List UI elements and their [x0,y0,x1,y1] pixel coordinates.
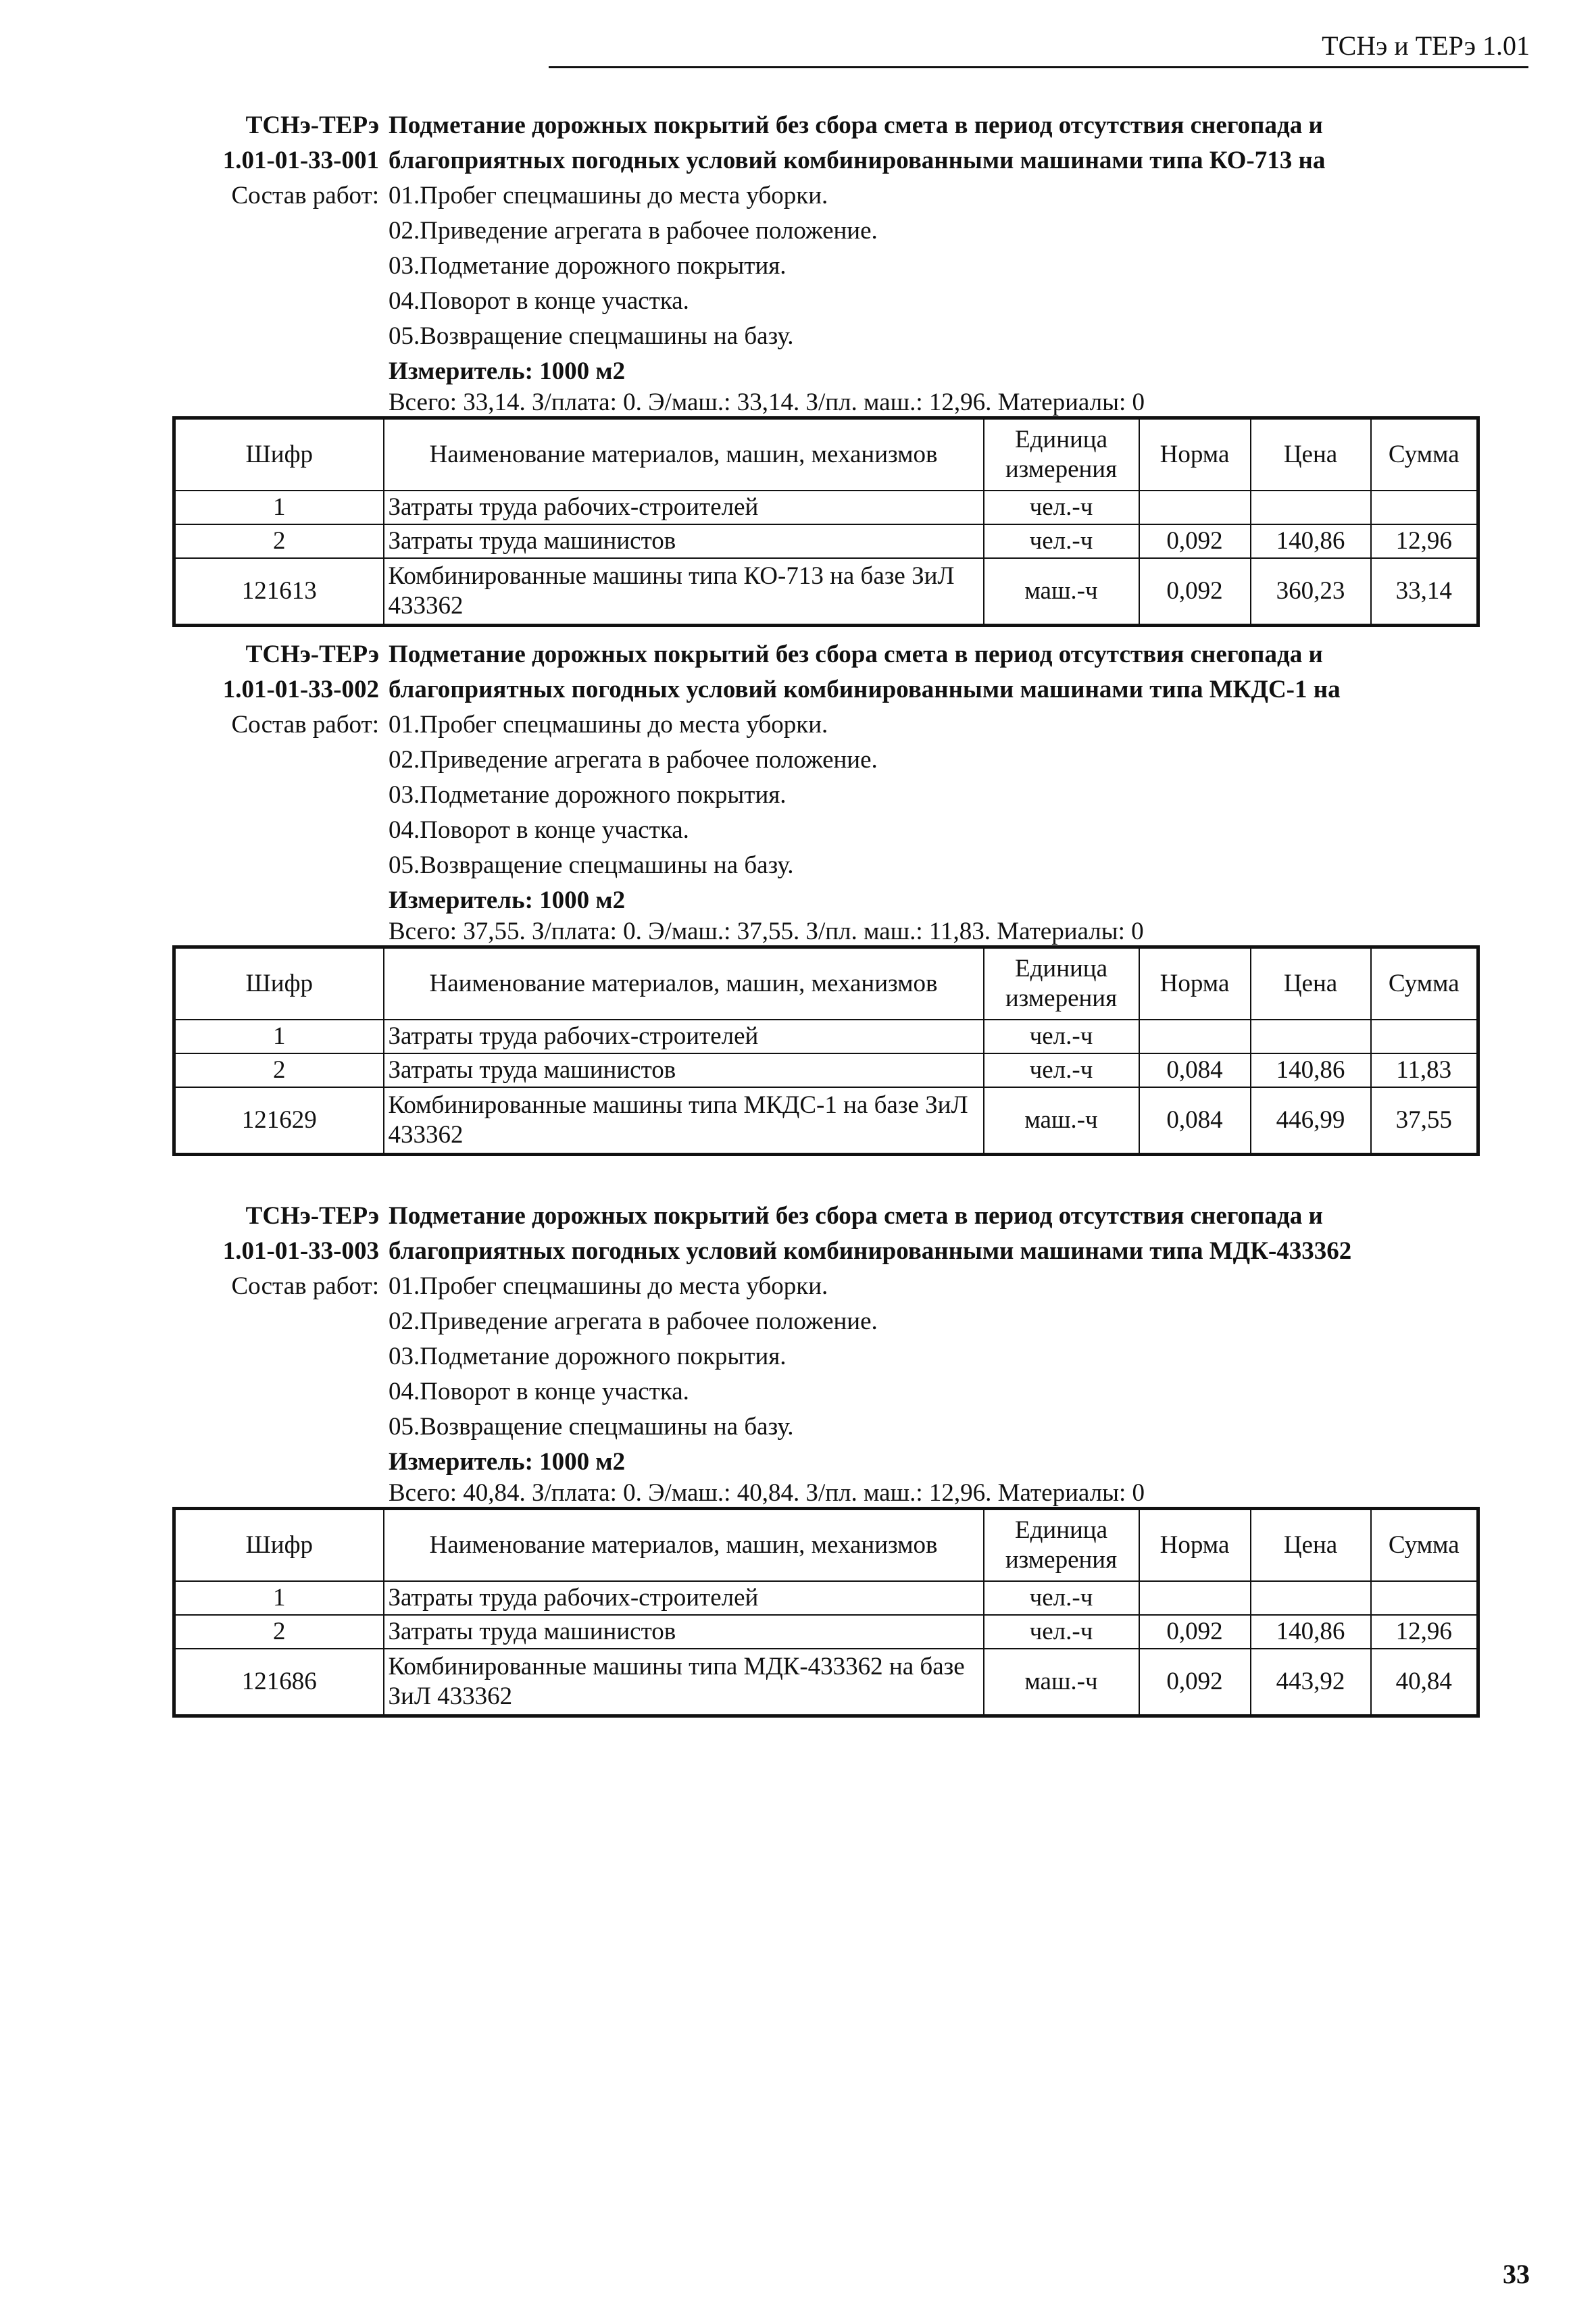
work-step: 04.Поворот в конце участка. [389,816,689,844]
cell-sum [1371,491,1478,524]
cell-name: Комбинированные машины типа КО-713 на базе ЗиЛ 433362 [384,558,984,626]
col-header-code: Шифр [174,418,384,491]
section-title-line-2: благоприятных погодных условий комбинированными машинами типа МДК-433362 [389,1237,1352,1265]
col-header-sum: Сумма [1371,418,1478,491]
cell-name: Затраты труда рабочих-строителей [384,1581,984,1615]
section-title-line-2: благоприятных погодных условий комбинированными машинами типа КО-713 на [389,147,1326,174]
table-row [174,524,1478,558]
work-step: 01.Пробег спецмашины до места уборки. [389,711,828,739]
col-header-sum: Сумма [1371,947,1478,1020]
cell-sum: 11,83 [1371,1053,1478,1087]
cell-norm: 0,092 [1139,1615,1251,1649]
cell-norm: 0,092 [1139,558,1251,626]
col-header-name: Наименование материалов, машин, механизмов [384,947,984,1020]
cell-price [1251,491,1371,524]
running-header: ТСНэ и ТЕРэ 1.01 [1322,30,1530,61]
table-row [174,491,1478,524]
cell-sum: 12,96 [1371,1615,1478,1649]
work-step: 01.Пробег спецмашины до места уборки. [389,182,828,209]
table-row [174,1581,1478,1615]
resources-table [172,416,1480,627]
work-step: 02.Приведение агрегата в рабочее положение. [389,746,878,774]
section-code-block [172,637,382,918]
col-header-name: Наименование материалов, машин, механизмов [384,418,984,491]
cell-name: Затраты труда рабочих-строителей [384,491,984,524]
cell-sum: 33,14 [1371,558,1478,626]
totals-line: Всего: 40,84. З/плата: 0. Э/маш.: 40,84. З/пл. маш.: 12,96. Материалы: 0 [389,1479,1145,1507]
cell-norm [1139,491,1251,524]
cell-price: 360,23 [1251,558,1371,626]
composition-label: Состав работ: [231,182,379,209]
col-header-price: Цена [1251,1509,1371,1582]
section-head [172,637,1476,918]
totals-line: Всего: 37,55. З/плата: 0. Э/маш.: 37,55. З/пл. маш.: 11,83. Материалы: 0 [389,918,1144,945]
col-header-norm: Норма [1139,1509,1251,1582]
measure-unit: Измеритель: 1000 м2 [389,887,626,914]
header-rule [549,66,1528,68]
table-row [174,1053,1478,1087]
cell-norm [1139,1581,1251,1615]
cell-unit: маш.-ч [984,1087,1139,1155]
composition-label: Состав работ: [231,1272,379,1300]
cell-name: Затраты труда машинистов [384,524,984,558]
cell-sum: 12,96 [1371,524,1478,558]
work-step: 03.Подметание дорожного покрытия. [389,1343,787,1370]
cell-code: 121629 [174,1087,384,1155]
cell-price: 140,86 [1251,1615,1371,1649]
cell-code: 2 [174,1053,384,1087]
cell-code: 2 [174,1615,384,1649]
section-code-prefix: ТСНэ-ТЕРэ [245,1202,379,1230]
table-row [174,1649,1478,1716]
measure-unit: Измеритель: 1000 м2 [389,1448,626,1476]
col-header-sum: Сумма [1371,1509,1478,1582]
work-step: 05.Возвращение спецмашины на базу. [389,851,794,879]
cell-code: 121613 [174,558,384,626]
cell-norm [1139,1020,1251,1053]
col-header-code: Шифр [174,1509,384,1582]
section-body [382,637,1476,918]
section-code-prefix: ТСНэ-ТЕРэ [245,641,379,668]
section-3 [172,1199,1476,1718]
work-step: 05.Возвращение спецмашины на базу. [389,1413,794,1441]
section-head [172,1199,1476,1480]
cell-price: 443,92 [1251,1649,1371,1716]
cell-sum [1371,1020,1478,1053]
cell-unit: чел.-ч [984,1615,1139,1649]
section-title-line-2: благоприятных погодных условий комбинированными машинами типа МКДС-1 на [389,676,1341,703]
cell-unit: чел.-ч [984,524,1139,558]
cell-code: 1 [174,1581,384,1615]
cell-price [1251,1020,1371,1053]
table-header-row [174,947,1478,1020]
section-head [172,108,1476,389]
work-step: 03.Подметание дорожного покрытия. [389,781,787,809]
table-row [174,558,1478,626]
table-header-row [174,1509,1478,1582]
cell-unit: чел.-ч [984,491,1139,524]
table-row [174,1020,1478,1053]
cell-price [1251,1581,1371,1615]
col-header-norm: Норма [1139,947,1251,1020]
cell-name: Затраты труда машинистов [384,1053,984,1087]
cell-unit: маш.-ч [984,1649,1139,1716]
section-code-prefix: ТСНэ-ТЕРэ [245,111,379,139]
cell-code: 2 [174,524,384,558]
cell-norm: 0,084 [1139,1053,1251,1087]
resources-table [172,1507,1480,1718]
section-1 [172,108,1476,627]
cell-sum: 37,55 [1371,1087,1478,1155]
cell-name: Комбинированные машины типа МКДС-1 на базе ЗиЛ 433362 [384,1087,984,1155]
page-number: 33 [1503,2259,1530,2289]
cell-unit: маш.-ч [984,558,1139,626]
work-step: 01.Пробег спецмашины до места уборки. [389,1272,828,1300]
cell-unit: чел.-ч [984,1053,1139,1087]
table-row [174,1615,1478,1649]
col-header-code: Шифр [174,947,384,1020]
cell-name: Затраты труда рабочих-строителей [384,1020,984,1053]
section-code-block [172,108,382,389]
cell-price: 446,99 [1251,1087,1371,1155]
cell-unit: чел.-ч [984,1020,1139,1053]
col-header-unit: Единица измерения [984,1509,1139,1582]
col-header-name: Наименование материалов, машин, механизмов [384,1509,984,1582]
cell-norm: 0,084 [1139,1087,1251,1155]
section-code-block [172,1199,382,1480]
table-header-row [174,418,1478,491]
cell-code: 121686 [174,1649,384,1716]
col-header-price: Цена [1251,947,1371,1020]
section-code: 1.01-01-33-001 [222,147,379,174]
cell-unit: чел.-ч [984,1581,1139,1615]
section-2 [172,637,1476,1156]
measure-unit: Измеритель: 1000 м2 [389,357,626,385]
section-title-line-1: Подметание дорожных покрытий без сбора смета в период отсутствия снегопада и [389,1202,1323,1230]
section-code: 1.01-01-33-003 [222,1237,379,1265]
cell-code: 1 [174,491,384,524]
composition-label: Состав работ: [231,711,379,739]
cell-code: 1 [174,1020,384,1053]
totals-line: Всего: 33,14. З/плата: 0. Э/маш.: 33,14. З/пл. маш.: 12,96. Материалы: 0 [389,389,1145,416]
cell-price: 140,86 [1251,524,1371,558]
table-row [174,1087,1478,1155]
work-step: 04.Поворот в конце участка. [389,1378,689,1405]
col-header-unit: Единица измерения [984,947,1139,1020]
work-step: 02.Приведение агрегата в рабочее положение. [389,217,878,245]
section-body [382,1199,1476,1480]
section-title-line-1: Подметание дорожных покрытий без сбора смета в период отсутствия снегопада и [389,641,1323,668]
col-header-unit: Единица измерения [984,418,1139,491]
cell-sum [1371,1581,1478,1615]
cell-norm: 0,092 [1139,1649,1251,1716]
section-title-line-1: Подметание дорожных покрытий без сбора смета в период отсутствия снегопада и [389,111,1323,139]
resources-table [172,945,1480,1156]
cell-norm: 0,092 [1139,524,1251,558]
cell-name: Затраты труда машинистов [384,1615,984,1649]
col-header-price: Цена [1251,418,1371,491]
work-step: 03.Подметание дорожного покрытия. [389,252,787,280]
work-step: 02.Приведение агрегата в рабочее положение. [389,1307,878,1335]
section-code: 1.01-01-33-002 [222,676,379,703]
work-step: 05.Возвращение спецмашины на базу. [389,322,794,350]
work-step: 04.Поворот в конце участка. [389,287,689,315]
col-header-norm: Норма [1139,418,1251,491]
cell-price: 140,86 [1251,1053,1371,1087]
section-body [382,108,1476,389]
cell-sum: 40,84 [1371,1649,1478,1716]
cell-name: Комбинированные машины типа МДК-433362 на базе ЗиЛ 433362 [384,1649,984,1716]
